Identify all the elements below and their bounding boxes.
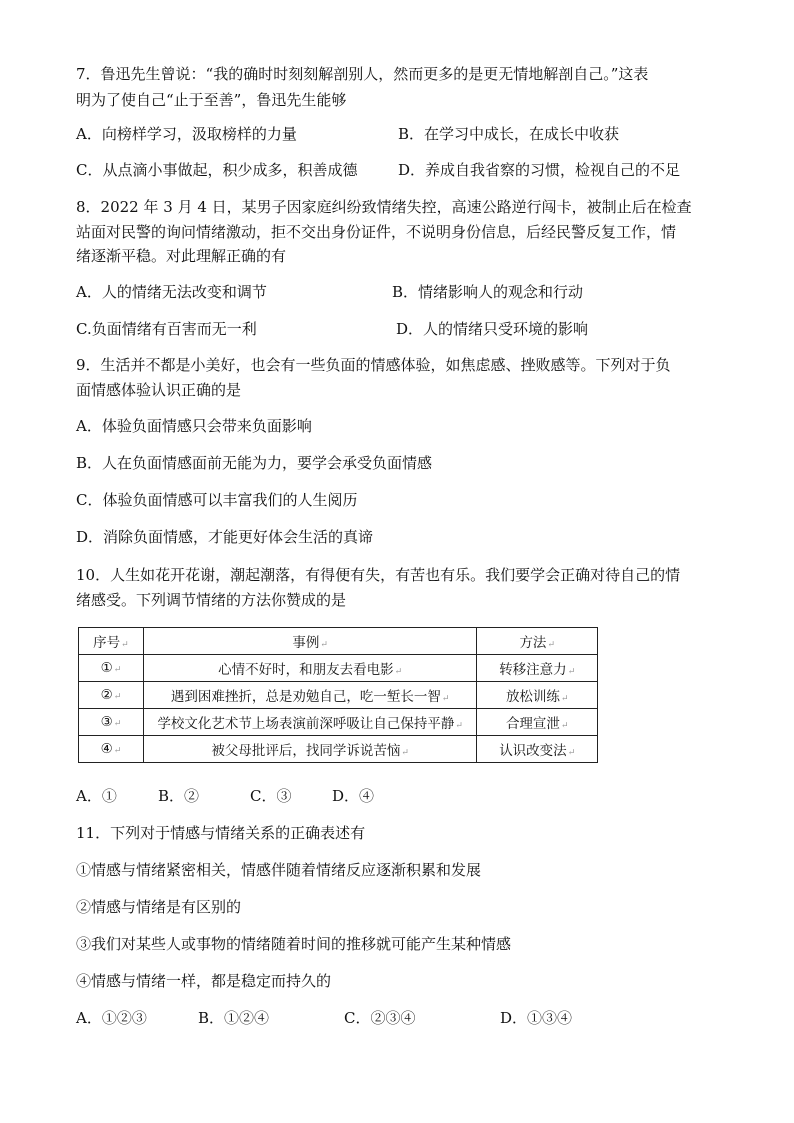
q9-option-a: A．体验负面情感只会带来负面影响 xyxy=(76,417,312,435)
row-2-index: ②↵ xyxy=(79,682,144,709)
q9-option-d: D．消除负面情感，才能更好体会生活的真谛 xyxy=(76,528,374,546)
q7-option-a: A．向榜样学习，汲取榜样的力量 xyxy=(76,125,297,143)
q9-option-c: C．体验负面情感可以丰富我们的人生阅历 xyxy=(76,491,358,509)
header-method: 方法↵ xyxy=(477,628,598,655)
q11-option-b: B．①②④ xyxy=(198,1009,270,1027)
q8-stem-line-1: 8．2022 年 3 月 4 日，某男子因家庭纠纷致情绪失控，高速公路逆行闯卡，被制止后在检查 xyxy=(76,198,692,216)
table-row xyxy=(79,655,598,682)
q10-option-d: D．④ xyxy=(332,787,375,805)
q8-option-d: D．人的情绪只受环境的影响 xyxy=(396,320,589,338)
q10-stem-line-2: 绪感受。下列调节情绪的方法你赞成的是 xyxy=(76,591,347,609)
q8-option-b: B．情绪影响人的观念和行动 xyxy=(392,283,584,301)
table-row xyxy=(79,682,598,709)
q9-stem-line-1: 9．生活并不都是小美好，也会有一些负面的情感体验，如焦虑感、挫败感等。下列对于负 xyxy=(76,356,671,374)
q8-stem-line-2: 站面对民警的询问情绪激动，拒不交出身份证件，不说明身份信息，后经民警反复工作，情 xyxy=(76,223,677,241)
q10-stem-line-1: 10．人生如花开花谢，潮起潮落，有得便有失，有苦也有乐。我们要学会正确对待自己的情 xyxy=(76,566,681,584)
q11-option-d: D．①③④ xyxy=(500,1009,573,1027)
row-1-example: 心情不好时，和朋友去看电影↵ xyxy=(143,655,477,682)
q8-option-c: C.负面情绪有百害而无一利 xyxy=(76,320,257,338)
q10-option-b: B．② xyxy=(158,787,200,805)
header-index: 序号↵ xyxy=(79,628,144,655)
q11-stem: 11．下列对于情感与情绪关系的正确表述有 xyxy=(76,824,366,842)
q7-option-d: D．养成自我省察的习惯，检视自己的不足 xyxy=(398,161,681,179)
q8-option-a: A．人的情绪无法改变和调节 xyxy=(76,283,267,301)
row-2-example: 遇到困难挫折，总是劝勉自己，吃一堑长一智↵ xyxy=(143,682,477,709)
row-1-index: ①↵ xyxy=(79,655,144,682)
q11-statement-1: ①情感与情绪紧密相关，情感伴随着情绪反应逐渐积累和发展 xyxy=(76,861,482,879)
q8-stem-line-3: 绪逐渐平稳。对此理解正确的有 xyxy=(76,247,287,265)
q11-statement-2: ②情感与情绪是有区别的 xyxy=(76,898,242,916)
q10-option-c: C．③ xyxy=(250,787,292,805)
row-3-example: 学校文化艺术节上场表演前深呼吸让自己保持平静↵ xyxy=(143,709,477,736)
table-row xyxy=(79,736,598,763)
row-2-method: 放松训练↵ xyxy=(477,682,598,709)
q11-statement-3: ③我们对某些人或事物的情绪随着时间的推移就可能产生某种情感 xyxy=(76,935,512,953)
q11-option-c: C．②③④ xyxy=(344,1009,416,1027)
row-4-example: 被父母批评后，找同学诉说苦恼↵ xyxy=(143,736,477,763)
q7-option-c: C．从点滴小事做起，积少成多，积善成德 xyxy=(76,161,358,179)
row-3-index: ③↵ xyxy=(79,709,144,736)
row-4-method: 认识改变法↵ xyxy=(477,736,598,763)
row-1-method: 转移注意力↵ xyxy=(477,655,598,682)
q7-stem-line-1: 7．鲁迅先生曾说：“我的确时时刻刻解剖别人，然而更多的是更无情地解剖自己。”这表 xyxy=(76,65,649,83)
q11-option-a: A．①②③ xyxy=(76,1009,147,1027)
q9-option-b: B．人在负面情感面前无能为力，要学会承受负面情感 xyxy=(76,454,433,472)
emotion-methods-table xyxy=(78,627,598,763)
q7-stem-line-2: 明为了使自己“止于至善”，鲁迅先生能够 xyxy=(76,91,347,109)
q7-option-b: B．在学习中成长，在成长中收获 xyxy=(398,125,620,143)
q11-statement-4: ④情感与情绪一样，都是稳定而持久的 xyxy=(76,972,332,990)
q10-option-a: A．① xyxy=(76,787,117,805)
row-3-method: 合理宣泄↵ xyxy=(477,709,598,736)
table-row xyxy=(79,709,598,736)
row-4-index: ④↵ xyxy=(79,736,144,763)
header-example: 事例↵ xyxy=(143,628,477,655)
q9-stem-line-2: 面情感体验认识正确的是 xyxy=(76,381,242,399)
table-header-row xyxy=(79,628,598,655)
